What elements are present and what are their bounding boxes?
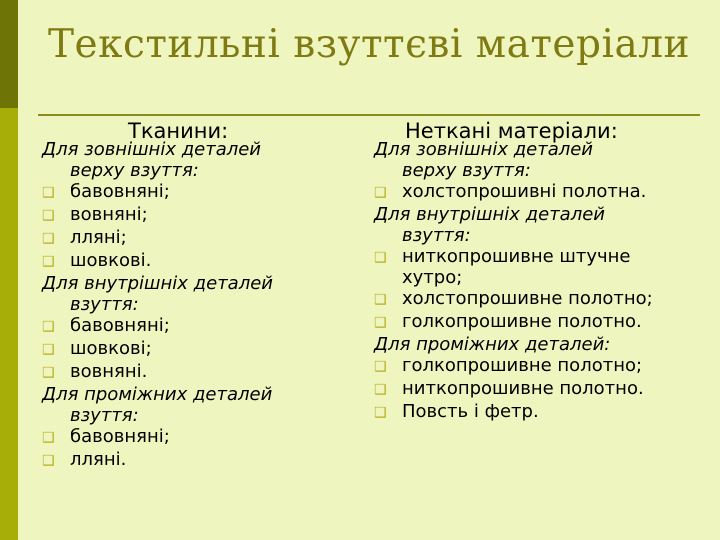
square-bullet-icon: ❑ — [42, 254, 55, 270]
section-label: Для проміжних деталей: — [374, 334, 611, 355]
list-item: ❑ голкопрошивне полотно. — [374, 311, 642, 332]
slide-title: Текстильні взуттєві матеріали — [48, 22, 690, 67]
square-bullet-icon: ❑ — [42, 185, 55, 201]
square-bullet-icon: ❑ — [374, 359, 387, 375]
section-label: Для проміжних деталей — [42, 384, 273, 405]
square-bullet-icon: ❑ — [374, 250, 387, 266]
list-item: ❑ голкопрошивне полотно; — [374, 355, 643, 376]
title-divider — [38, 114, 700, 116]
list-item: ❑ бавовняні; — [42, 426, 170, 447]
left-column-heading: Тканини: — [128, 119, 229, 143]
list-item: ❑ шовкові; — [42, 338, 152, 359]
list-item: ❑ вовняні. — [42, 361, 148, 382]
list-item: ❑ вовняні; — [42, 204, 148, 225]
list-item: ❑ бавовняні; — [42, 181, 170, 202]
section-intermediate — [374, 334, 694, 355]
section-label-cont: верху взуття: — [402, 160, 531, 181]
square-bullet-icon: ❑ — [374, 405, 387, 421]
square-bullet-icon: ❑ — [374, 382, 387, 398]
section-label: Для внутрішніх деталей — [42, 273, 273, 294]
section-label: Для зовнішніх деталей — [42, 139, 262, 160]
section-inner — [42, 273, 372, 315]
list-item: ❑ холстопрошивні полотна. — [374, 181, 647, 202]
square-bullet-icon: ❑ — [374, 292, 387, 308]
section-outer-upper — [374, 139, 694, 181]
list-item: ❑ лляні. — [42, 449, 127, 470]
section-label-cont: взуття: — [70, 294, 139, 315]
section-label-cont: взуття: — [402, 225, 471, 246]
list-item: ❑ ниткопрошивне штучне хутро; — [374, 246, 631, 288]
nonwovens-column — [374, 139, 694, 424]
right-column-heading: Неткані матеріали: — [405, 119, 618, 143]
section-label: Для зовнішніх деталей — [374, 139, 594, 160]
square-bullet-icon: ❑ — [42, 231, 55, 247]
square-bullet-icon: ❑ — [42, 430, 55, 446]
list-item: ❑ холстопрошивне полотно; — [374, 288, 653, 309]
section-outer-upper — [42, 139, 372, 181]
square-bullet-icon: ❑ — [374, 185, 387, 201]
list-item: ❑ лляні; — [42, 227, 127, 248]
section-label: Для внутрішніх деталей — [374, 204, 605, 225]
fabrics-column — [42, 139, 372, 472]
list-item: ❑ ниткопрошивне полотно. — [374, 378, 644, 399]
square-bullet-icon: ❑ — [374, 315, 387, 331]
decorative-side-bar-top — [0, 0, 18, 108]
section-label-cont: верху взуття: — [70, 160, 199, 181]
list-item: ❑ Повсть і фетр. — [374, 401, 539, 422]
section-intermediate — [42, 384, 372, 426]
square-bullet-icon: ❑ — [42, 365, 55, 381]
section-inner — [374, 204, 694, 246]
square-bullet-icon: ❑ — [42, 453, 55, 469]
list-item: ❑ бавовняні; — [42, 315, 170, 336]
square-bullet-icon: ❑ — [42, 342, 55, 358]
square-bullet-icon: ❑ — [42, 319, 55, 335]
list-item: ❑ шовкові. — [42, 250, 152, 271]
section-label-cont: взуття: — [70, 405, 139, 426]
square-bullet-icon: ❑ — [42, 208, 55, 224]
